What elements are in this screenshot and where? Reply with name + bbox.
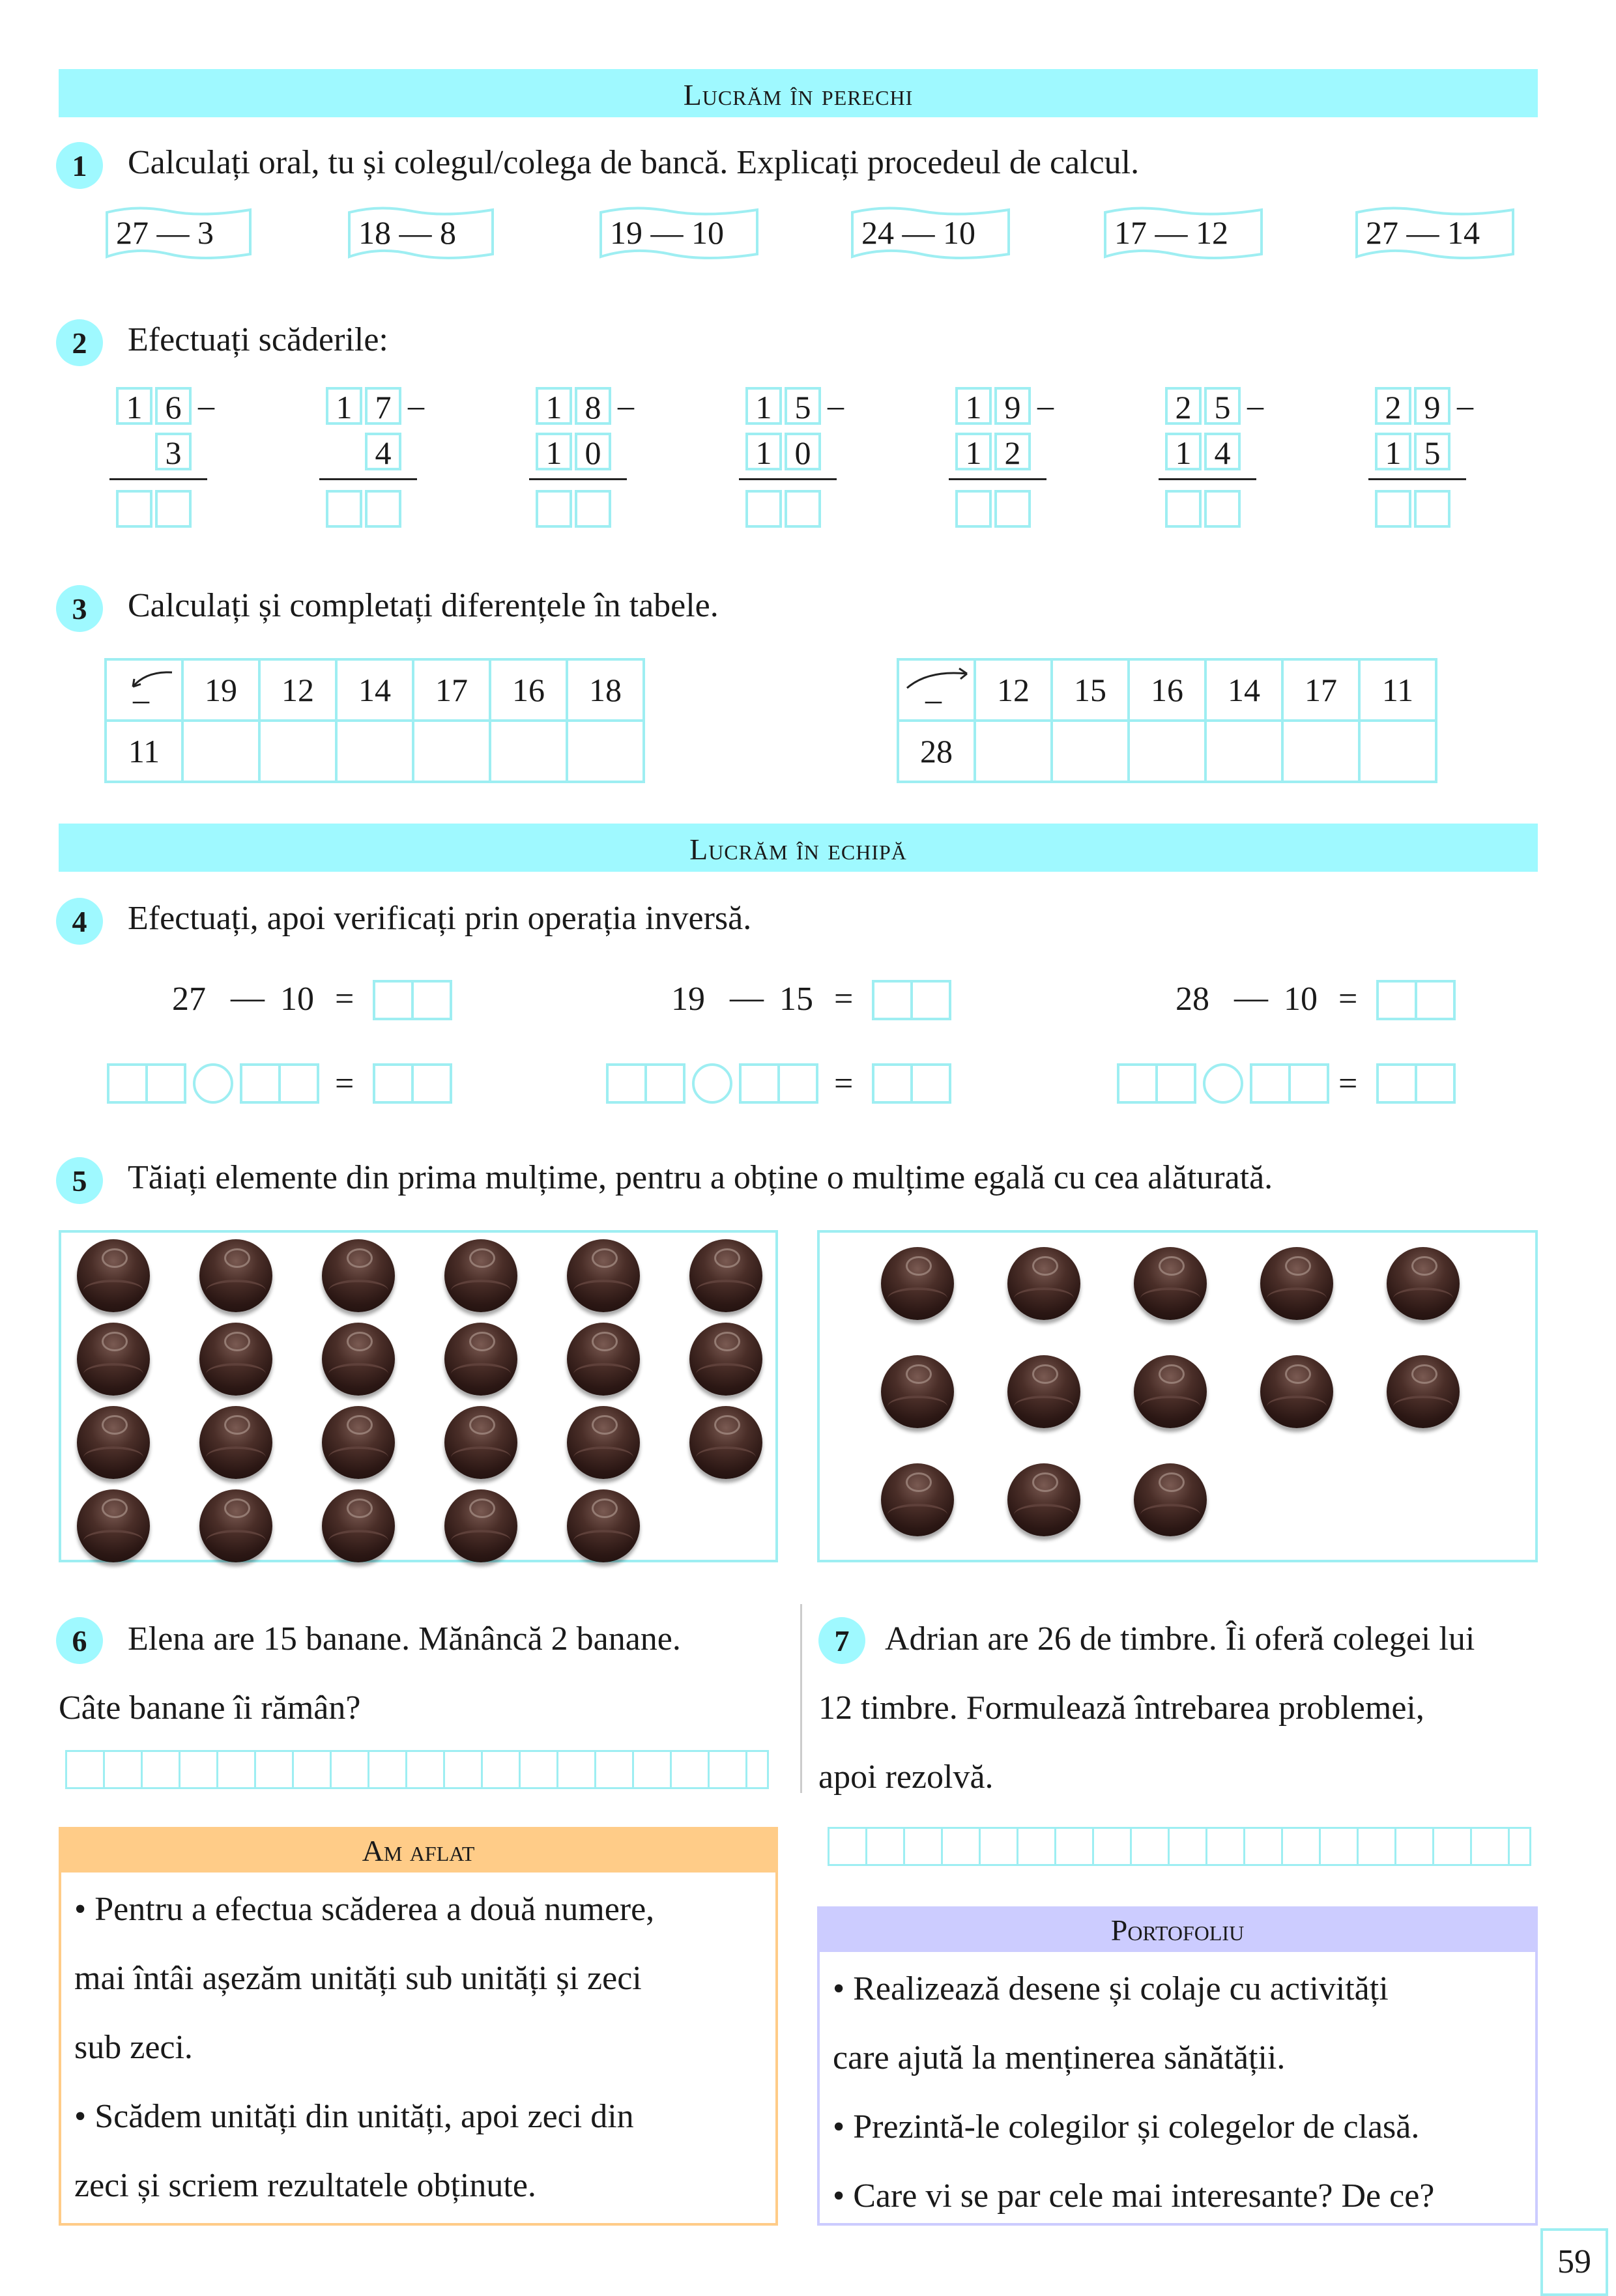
equation-operator: —: [1234, 979, 1268, 1016]
chocolate-candy: [1134, 1355, 1207, 1428]
chocolate-candy: [1260, 1247, 1333, 1320]
chocolate-candy[interactable]: [77, 1323, 150, 1396]
table-2-left-cell: 28: [898, 721, 975, 782]
chocolate-candy[interactable]: [567, 1406, 640, 1479]
top-digit-cell: 1: [955, 387, 992, 425]
exercise-7-line-1: Adrian are 26 de timbre. Îi oferă colegei lui: [885, 1620, 1475, 1657]
expression-flag: 18 — 8: [358, 214, 456, 251]
table-1-operator: –: [133, 681, 149, 717]
am-aflat-line: sub zeci.: [74, 2029, 193, 2066]
difference-table-2: [897, 658, 1437, 783]
table-2-answer-cell[interactable]: [975, 721, 1052, 782]
check-box-operand[interactable]: [107, 1063, 186, 1104]
chocolate-candy[interactable]: [77, 1489, 150, 1562]
chocolate-candy: [881, 1463, 954, 1536]
chocolate-candy[interactable]: [444, 1406, 517, 1479]
check-box-result[interactable]: [373, 1063, 452, 1104]
table-2-header-cell: 17: [1282, 659, 1359, 721]
chocolate-candy[interactable]: [567, 1239, 640, 1312]
answer-box[interactable]: [872, 980, 951, 1020]
exercise-1-text: Calculați oral, tu și colegul/colega de bancă. Explicați procedeul de calcul.: [128, 144, 1140, 181]
equation-operator: —: [730, 979, 764, 1016]
chocolate-candy: [1387, 1247, 1460, 1320]
result-digit-cell[interactable]: [155, 490, 192, 528]
result-digit-cell[interactable]: [116, 490, 152, 528]
chocolate-candy[interactable]: [199, 1239, 272, 1312]
expression-flag: 24 — 10: [861, 214, 975, 251]
bottom-digit-cell: 5: [1414, 433, 1450, 470]
table-1-header-cell: 18: [567, 659, 644, 721]
page-number: 59: [1540, 2228, 1608, 2296]
result-line: [1368, 478, 1466, 480]
am-aflat-box: [59, 1827, 778, 2226]
result-digit-cell[interactable]: [575, 490, 611, 528]
check-box-operand[interactable]: [1117, 1063, 1196, 1104]
table-1-answer-cell[interactable]: [182, 721, 259, 782]
bottom-digit-cell: 1: [955, 433, 992, 470]
bottom-digit-cell: 0: [785, 433, 821, 470]
section-banner-echipa: [59, 824, 1538, 872]
chocolate-candy[interactable]: [444, 1239, 517, 1312]
chocolate-candy[interactable]: [199, 1406, 272, 1479]
answer-box[interactable]: [373, 980, 452, 1020]
table-2-header-cell: 11: [1359, 659, 1436, 721]
equals-sign: =: [335, 981, 354, 1018]
exercise-3-text: Calculați și completați diferențele în tabele.: [128, 587, 719, 624]
flag-outline: [850, 203, 1013, 262]
table-1-header-cell: 17: [413, 659, 490, 721]
chocolate-candy[interactable]: [77, 1239, 150, 1312]
top-digit-cell: 1: [326, 387, 362, 425]
bottom-digit-cell: 4: [365, 433, 401, 470]
equals-sign: =: [1338, 981, 1358, 1018]
result-digit-cell[interactable]: [536, 490, 572, 528]
exercise-2-text: Efectuați scăderile:: [128, 321, 388, 358]
equation-operand-a: 19: [671, 981, 705, 1018]
expression-flag: 27 — 3: [116, 214, 214, 251]
am-aflat-line: • Pentru a efectua scăderea a două numere,: [74, 1891, 655, 1928]
result-digit-cell[interactable]: [326, 490, 362, 528]
portofoliu-box: [817, 1906, 1538, 2226]
equation-operand-b: 10: [1284, 981, 1318, 1018]
table-1-answer-cell[interactable]: [490, 721, 567, 782]
result-line: [739, 478, 837, 480]
result-digit-cell[interactable]: [785, 490, 821, 528]
top-digit-cell: 7: [365, 387, 401, 425]
exercise-4-text: Efectuați, apoi verificați prin operația inversă.: [128, 900, 752, 937]
portofoliu-line: • Realizează desene și colaje cu activități: [833, 1970, 1389, 2007]
minus-sign: –: [198, 387, 214, 423]
chocolate-candy: [1007, 1247, 1080, 1320]
exercise-number-1: 1: [56, 142, 103, 189]
result-digit-cell[interactable]: [994, 490, 1031, 528]
minus-sign: –: [1247, 387, 1263, 423]
portofoliu-line: care ajută la menținerea sănătății.: [833, 2039, 1286, 2076]
chocolate-candy[interactable]: [444, 1489, 517, 1562]
exercise-number-3: 3: [56, 585, 103, 632]
table-2-operator-cell: [898, 659, 975, 721]
top-digit-cell: 6: [155, 387, 192, 425]
bottom-digit-cell: 3: [155, 433, 192, 470]
result-digit-cell[interactable]: [1204, 490, 1241, 528]
operator-circle[interactable]: [193, 1063, 233, 1104]
am-aflat-line: • Scădem unități din unități, apoi zeci din: [74, 2098, 634, 2135]
top-digit-cell: 1: [116, 387, 152, 425]
chocolate-candy: [1007, 1355, 1080, 1428]
flag-outline: [598, 203, 761, 262]
candy-set-2: [817, 1230, 1538, 1562]
flag-outline: [347, 203, 497, 262]
table-1-left-cell: 11: [106, 721, 182, 782]
portofoliu-line: • Prezintă-le colegilor și colegelor de clasă.: [833, 2108, 1420, 2145]
equals-sign: =: [834, 1065, 854, 1102]
table-2-answer-cell[interactable]: [1359, 721, 1436, 782]
flag-outline: [104, 203, 254, 262]
portofoliu-title: Portofoliu: [820, 1909, 1535, 1952]
chocolate-candy[interactable]: [689, 1323, 762, 1396]
result-line: [949, 478, 1046, 480]
portofoliu-line: • Care vi se par cele mai interesante? De ce?: [833, 2177, 1435, 2215]
check-box-operand[interactable]: [606, 1063, 685, 1104]
result-digit-cell[interactable]: [365, 490, 401, 528]
expression-flag: 27 — 14: [1366, 214, 1480, 251]
table-2-answer-cell[interactable]: [1052, 721, 1129, 782]
difference-table-1: [104, 658, 645, 783]
result-line: [1159, 478, 1256, 480]
table-1-header-cell: 16: [490, 659, 567, 721]
exercise-number-4: 4: [56, 898, 103, 945]
chocolate-candy: [1260, 1355, 1333, 1428]
am-aflat-title: Am aflat: [61, 1830, 775, 1873]
chocolate-candy[interactable]: [322, 1489, 395, 1562]
result-line: [529, 478, 627, 480]
top-digit-cell: 5: [785, 387, 821, 425]
section-banner-perechi: [59, 69, 1538, 117]
table-2-header-cell: 15: [1052, 659, 1129, 721]
bottom-digit-cell: 1: [1165, 433, 1202, 470]
table-2-answer-cell[interactable]: [1282, 721, 1359, 782]
minus-sign: –: [828, 387, 844, 423]
am-aflat-line: zeci și scriem rezultatele obținute.: [74, 2167, 536, 2204]
operator-circle[interactable]: [692, 1063, 732, 1104]
equation-operand-a: 28: [1176, 981, 1209, 1018]
chocolate-candy: [881, 1355, 954, 1428]
chocolate-candy: [1007, 1463, 1080, 1536]
check-box-result[interactable]: [1376, 1063, 1456, 1104]
equals-sign: =: [335, 1065, 354, 1102]
operator-circle[interactable]: [1203, 1063, 1243, 1104]
candy-set-1: [59, 1230, 778, 1562]
minus-sign: –: [1037, 387, 1054, 423]
bottom-digit-cell: 1: [745, 433, 782, 470]
exercise-number-6: 6: [56, 1617, 103, 1664]
bottom-digit-cell: [326, 433, 362, 470]
table-2-header-cell: 14: [1205, 659, 1282, 721]
table-1-answer-cell[interactable]: [259, 721, 336, 782]
flag-outline: [1103, 203, 1265, 262]
bottom-digit-cell: 2: [994, 433, 1031, 470]
top-digit-cell: 9: [994, 387, 1031, 425]
chocolate-candy[interactable]: [199, 1323, 272, 1396]
top-digit-cell: 8: [575, 387, 611, 425]
chocolate-candy[interactable]: [689, 1406, 762, 1479]
chocolate-candy[interactable]: [567, 1489, 640, 1562]
expression-flag: 17 — 12: [1114, 214, 1228, 251]
exercise-5-text: Tăiați elemente din prima mulțime, pentru a obține o mulțime egală cu cea alăturată.: [128, 1159, 1273, 1196]
top-digit-cell: 1: [745, 387, 782, 425]
table-1-answer-cell[interactable]: [567, 721, 644, 782]
chocolate-candy[interactable]: [199, 1489, 272, 1562]
check-box-result[interactable]: [872, 1063, 951, 1104]
answer-grid-7[interactable]: [828, 1827, 1531, 1866]
check-box-operand[interactable]: [739, 1063, 818, 1104]
minus-sign: –: [1457, 387, 1473, 423]
table-2-header-cell: 16: [1129, 659, 1205, 721]
table-1-header-cell: 19: [182, 659, 259, 721]
exercise-7-line-2: 12 timbre. Formulează întrebarea problemei,: [818, 1689, 1424, 1727]
check-box-operand[interactable]: [240, 1063, 319, 1104]
table-1-answer-cell[interactable]: [336, 721, 413, 782]
bottom-digit-cell: 4: [1204, 433, 1241, 470]
result-line: [109, 478, 207, 480]
equation-operand-b: 10: [280, 981, 314, 1018]
chocolate-candy[interactable]: [322, 1323, 395, 1396]
top-digit-cell: 1: [536, 387, 572, 425]
table-1-operator-cell: [106, 659, 182, 721]
equals-sign: =: [834, 981, 854, 1018]
top-digit-cell: 9: [1414, 387, 1450, 425]
banner-title: Lucrăm în echipă: [689, 833, 907, 866]
banner-title: Lucrăm în perechi: [683, 78, 914, 111]
bottom-digit-cell: 1: [1375, 433, 1411, 470]
exercise-7-line-3: apoi rezolvă.: [818, 1758, 994, 1796]
column-divider: [800, 1604, 802, 1793]
result-digit-cell[interactable]: [1414, 490, 1450, 528]
table-1-answer-cell[interactable]: [413, 721, 490, 782]
exercise-6-line-1: Elena are 15 banane. Mănâncă 2 banane.: [128, 1620, 681, 1657]
chocolate-candy: [1134, 1463, 1207, 1536]
equation-operand-b: 15: [779, 981, 813, 1018]
result-digit-cell[interactable]: [1375, 490, 1411, 528]
table-2-header-cell: 12: [975, 659, 1052, 721]
result-digit-cell[interactable]: [1165, 490, 1202, 528]
answer-box[interactable]: [1376, 980, 1456, 1020]
table-2-operator: –: [925, 681, 942, 717]
table-1-header-cell: 14: [336, 659, 413, 721]
table-1-header-cell: 12: [259, 659, 336, 721]
minus-sign: –: [408, 387, 424, 423]
chocolate-candy[interactable]: [322, 1406, 395, 1479]
chocolate-candy[interactable]: [567, 1323, 640, 1396]
chocolate-candy: [1387, 1355, 1460, 1428]
exercise-6-line-2: Câte banane îi rămân?: [59, 1689, 361, 1727]
exercise-number-5: 5: [56, 1157, 103, 1204]
exercise-number-7: 7: [818, 1617, 865, 1664]
table-2-answer-cell[interactable]: [1129, 721, 1205, 782]
chocolate-candy[interactable]: [322, 1239, 395, 1312]
bottom-digit-cell: 1: [536, 433, 572, 470]
equals-sign: =: [1338, 1065, 1358, 1102]
chocolate-candy: [881, 1247, 954, 1320]
result-digit-cell[interactable]: [955, 490, 992, 528]
answer-grid-6[interactable]: [65, 1750, 769, 1789]
chocolate-candy[interactable]: [444, 1323, 517, 1396]
check-box-operand[interactable]: [1250, 1063, 1329, 1104]
result-digit-cell[interactable]: [745, 490, 782, 528]
expression-flag: 19 — 10: [610, 214, 724, 251]
bottom-digit-cell: 0: [575, 433, 611, 470]
bottom-digit-cell: [116, 433, 152, 470]
chocolate-candy: [1134, 1247, 1207, 1320]
minus-sign: –: [618, 387, 634, 423]
flag-outline: [1354, 203, 1517, 262]
top-digit-cell: 5: [1204, 387, 1241, 425]
chocolate-candy[interactable]: [77, 1406, 150, 1479]
chocolate-candy[interactable]: [689, 1239, 762, 1312]
table-2-answer-cell[interactable]: [1205, 721, 1282, 782]
equation-operand-a: 27: [172, 981, 206, 1018]
top-digit-cell: 2: [1165, 387, 1202, 425]
am-aflat-line: mai întâi așezăm unități sub unități și zeci: [74, 1960, 642, 1997]
top-digit-cell: 2: [1375, 387, 1411, 425]
exercise-number-2: 2: [56, 319, 103, 366]
result-line: [319, 478, 417, 480]
equation-operator: —: [231, 979, 265, 1016]
